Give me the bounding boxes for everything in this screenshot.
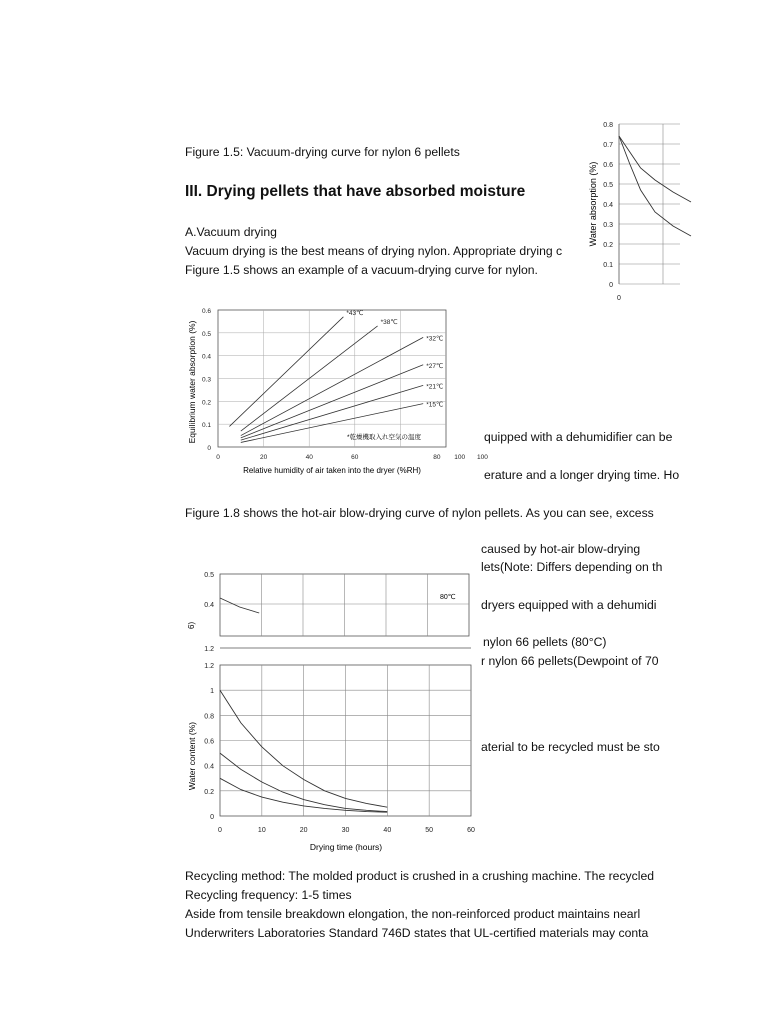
- ul-standard-line: Underwriters Laboratories Standard 746D states that UL-certified materials may conta: [185, 926, 649, 940]
- x-tick-label: 0: [218, 827, 222, 834]
- x-axis-label: Relative humidity of air taken into the dryer (%RH): [243, 466, 421, 475]
- series-lines: [220, 598, 259, 613]
- series-label: *32℃: [426, 335, 444, 343]
- y-axis-label: Equilibrium water absorption (%): [187, 320, 197, 444]
- y-tick-label: 0.3: [201, 376, 211, 384]
- y-tick-label: 0.4: [201, 353, 211, 361]
- series-label: *15℃: [426, 401, 444, 409]
- y-tick-labels: [202, 308, 211, 452]
- x-tick-label: 50: [425, 827, 434, 834]
- vacuum-drying-chart: [580, 112, 680, 308]
- y-axis-label: Water content (%): [187, 721, 197, 791]
- y-axis-label: Water absorption (%): [588, 161, 598, 247]
- figure-1-8-paragraph: Figure 1.8 shows the hot-air blow-drying curve of nylon pellets. As you can see, excess: [185, 506, 654, 520]
- gridlines: [220, 665, 471, 816]
- y-tick-label: 1.2: [204, 646, 214, 653]
- tensile-elongation-line: Aside from tensile breakdown elongation, the non-reinforced product maintains nearl: [185, 907, 641, 921]
- y-tick-label: 0.4: [204, 602, 214, 609]
- series-label: *38℃: [380, 318, 398, 326]
- vacuum-drying-heading: A.Vacuum drying: [185, 225, 277, 239]
- x-tick-labels: [218, 827, 475, 834]
- series-label: *21℃: [426, 383, 444, 391]
- equilibrium-absorption-chart: [184, 302, 488, 478]
- x-tick-label: 30: [341, 827, 350, 834]
- y-tick-label: 0.6: [204, 738, 214, 746]
- x-axis-label: Drying time (hours): [309, 842, 383, 852]
- hot-air-80c-chart: [186, 566, 476, 636]
- y-tick-label: 0.1: [201, 422, 211, 430]
- y-tick-label: 0.4: [204, 763, 214, 771]
- y-tick-label: 0.7: [603, 142, 613, 149]
- y-tick-label: 0.3: [603, 222, 613, 229]
- note-text-fragment: lets(Note: Differs depending on th: [481, 560, 663, 574]
- section-heading: III. Drying pellets that have absorbed moisture: [185, 183, 526, 200]
- series-line: [229, 317, 343, 427]
- y-tick-label: 0.5: [204, 572, 214, 579]
- y-tick-label: 0.2: [201, 399, 211, 407]
- x-tick-label: 40: [305, 454, 313, 461]
- y-tick-labels: [204, 572, 214, 609]
- y-tick-label: 0.8: [204, 713, 214, 721]
- y-tick-label: 0: [210, 814, 214, 821]
- gridlines: [218, 310, 446, 447]
- temperature-label: 80℃: [440, 594, 456, 601]
- series-lines: [229, 317, 423, 443]
- x-tick-label: 20: [299, 827, 308, 834]
- y-tick-label: 0.6: [201, 308, 211, 315]
- x-tick-label: 20: [259, 454, 268, 461]
- y-tick-label: 0.2: [603, 242, 613, 249]
- y-tick-label: 0.5: [201, 330, 211, 338]
- series-line: [619, 136, 691, 236]
- y-tick-label: 0.5: [603, 182, 613, 189]
- recycling-frequency-line: Recycling frequency: 1-5 times: [185, 888, 352, 902]
- figure-1-5-caption: Figure 1.5: Vacuum-drying curve for nylon 6 pellets: [185, 145, 460, 159]
- x-tick-label: 0: [216, 454, 220, 461]
- x-tick-label: 40: [383, 827, 392, 834]
- x-tick-label: 10: [257, 827, 266, 834]
- series-line: [619, 136, 691, 202]
- series-label: *43℃: [346, 309, 364, 317]
- series-line: [241, 385, 423, 440]
- chart-annotation: *乾燥機取入れ空気の温度: [347, 434, 422, 441]
- y-tick-labels: [204, 646, 214, 821]
- vacuum-paragraph-line-1: Vacuum drying is the best means of drying nylon. Appropriate drying c: [185, 244, 563, 258]
- y-tick-label: 0: [609, 282, 613, 289]
- series-line: [241, 337, 423, 435]
- x-tick-label: 0: [617, 295, 621, 302]
- gridlines: [220, 574, 469, 636]
- x-tick-label: 80: [433, 454, 441, 461]
- y-tick-label: 0.8: [603, 122, 613, 129]
- hot-air-text-fragment: caused by hot-air blow-drying: [481, 542, 641, 556]
- y-tick-labels: [603, 122, 613, 289]
- vacuum-paragraph-line-2: Figure 1.5 shows an example of a vacuum-drying curve for nylon.: [185, 263, 538, 277]
- y-axis-label-fragment: 6): [187, 621, 196, 629]
- x-tick-label: 100: [477, 454, 488, 461]
- y-tick-label: 1.2: [204, 663, 214, 670]
- dehumidifier-text-fragment: quipped with a dehumidifier can be: [484, 430, 673, 444]
- x-tick-label: 100: [454, 454, 466, 461]
- dryers-text-fragment: dryers equipped with a dehumidi: [481, 598, 657, 612]
- dewpoint-caption-fragment: r nylon 66 pellets(Dewpoint of 70: [481, 654, 659, 668]
- y-tick-label: 0.1: [603, 262, 613, 269]
- series-label: *27℃: [426, 362, 444, 370]
- x-tick-label: 60: [351, 454, 359, 461]
- y-tick-label: 0.2: [204, 788, 214, 796]
- water-content-chart: [184, 640, 484, 856]
- y-tick-label: 0.4: [603, 202, 613, 209]
- x-tick-labels: [216, 454, 488, 461]
- recycle-material-fragment: aterial to be recycled must be sto: [481, 740, 660, 754]
- series-line: [220, 598, 259, 613]
- nylon66-caption-fragment: nylon 66 pellets (80°C): [483, 635, 607, 649]
- y-tick-label: 1: [210, 688, 214, 696]
- drying-time-text-fragment: erature and a longer drying time. Ho: [484, 468, 680, 482]
- recycling-method-line: Recycling method: The molded product is crushed in a crushing machine. The recycled: [185, 869, 655, 883]
- y-tick-label: 0.6: [603, 162, 613, 169]
- series-lines: [619, 136, 691, 236]
- x-tick-label: 60: [467, 827, 475, 834]
- y-tick-label: 0: [207, 445, 211, 452]
